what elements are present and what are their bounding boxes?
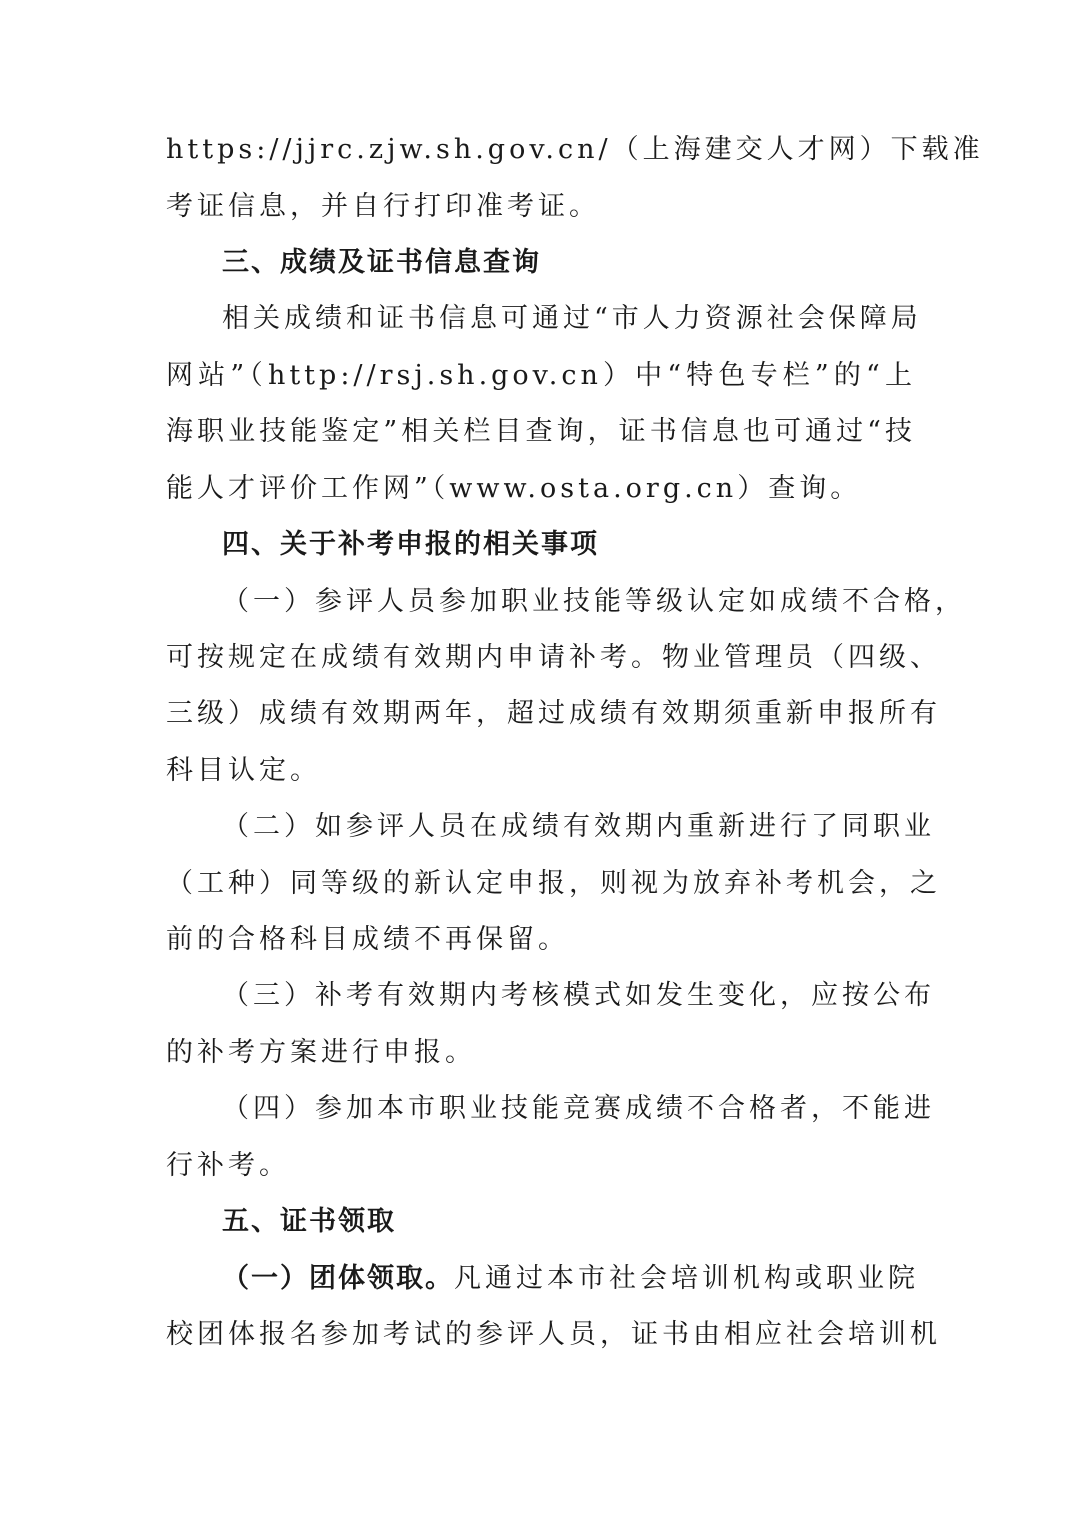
paragraph-line: 考证信息，并自行打印准考证。 <box>166 191 600 222</box>
paragraph-line: （三）补考有效期内考核模式如发生变化，应按公布 <box>222 980 935 1011</box>
paragraph-line: 可按规定在成绩有效期内申请补考。物业管理员（四级、 <box>166 642 941 673</box>
paragraph-line: （工种）同等级的新认定申报，则视为放弃补考机会，之 <box>166 868 941 899</box>
paragraph-line: 科目认定。 <box>166 755 321 786</box>
paragraph-line: 的补考方案进行申报。 <box>166 1037 476 1068</box>
section-heading-4: 四、关于补考申报的相关事项 <box>222 529 599 560</box>
paragraph-line: 网站”（http://rsj.sh.gov.cn）中“特色专栏”的“上 <box>166 360 916 391</box>
paragraph-line: 行补考。 <box>166 1150 290 1181</box>
paragraph-text: 凡通过本市社会培训机构或职业院 <box>454 1263 919 1294</box>
paragraph-line: （一）参评人员参加职业技能等级认定如成绩不合格， <box>222 586 966 617</box>
section-heading-5: 五、证书领取 <box>222 1206 396 1237</box>
paragraph-line: 相关成绩和证书信息可通过“市人力资源社会保障局 <box>222 303 922 334</box>
paragraph-line: 能人才评价工作网”（www.osta.org.cn）查询。 <box>166 473 862 504</box>
paragraph-line: 前的合格科目成绩不再保留。 <box>166 924 569 955</box>
paragraph-line <box>222 1259 919 1299</box>
section-heading-3: 三、成绩及证书信息查询 <box>222 247 541 278</box>
paragraph-line: 三级）成绩有效期两年，超过成绩有效期须重新申报所有 <box>166 698 941 729</box>
paragraph-line: （四）参加本市职业技能竞赛成绩不合格者，不能进 <box>222 1093 935 1124</box>
paragraph-line: https://jjrc.zjw.sh.gov.cn/（上海建交人才网）下载准 <box>166 134 984 165</box>
paragraph-line: 校团体报名参加考试的参评人员，证书由相应社会培训机 <box>166 1319 941 1350</box>
paragraph-line: （二）如参评人员在成绩有效期内重新进行了同职业 <box>222 811 935 842</box>
bold-lead-text: （一）团体领取。 <box>222 1263 454 1294</box>
paragraph-line: 海职业技能鉴定”相关栏目查询，证书信息也可通过“技 <box>166 416 916 447</box>
